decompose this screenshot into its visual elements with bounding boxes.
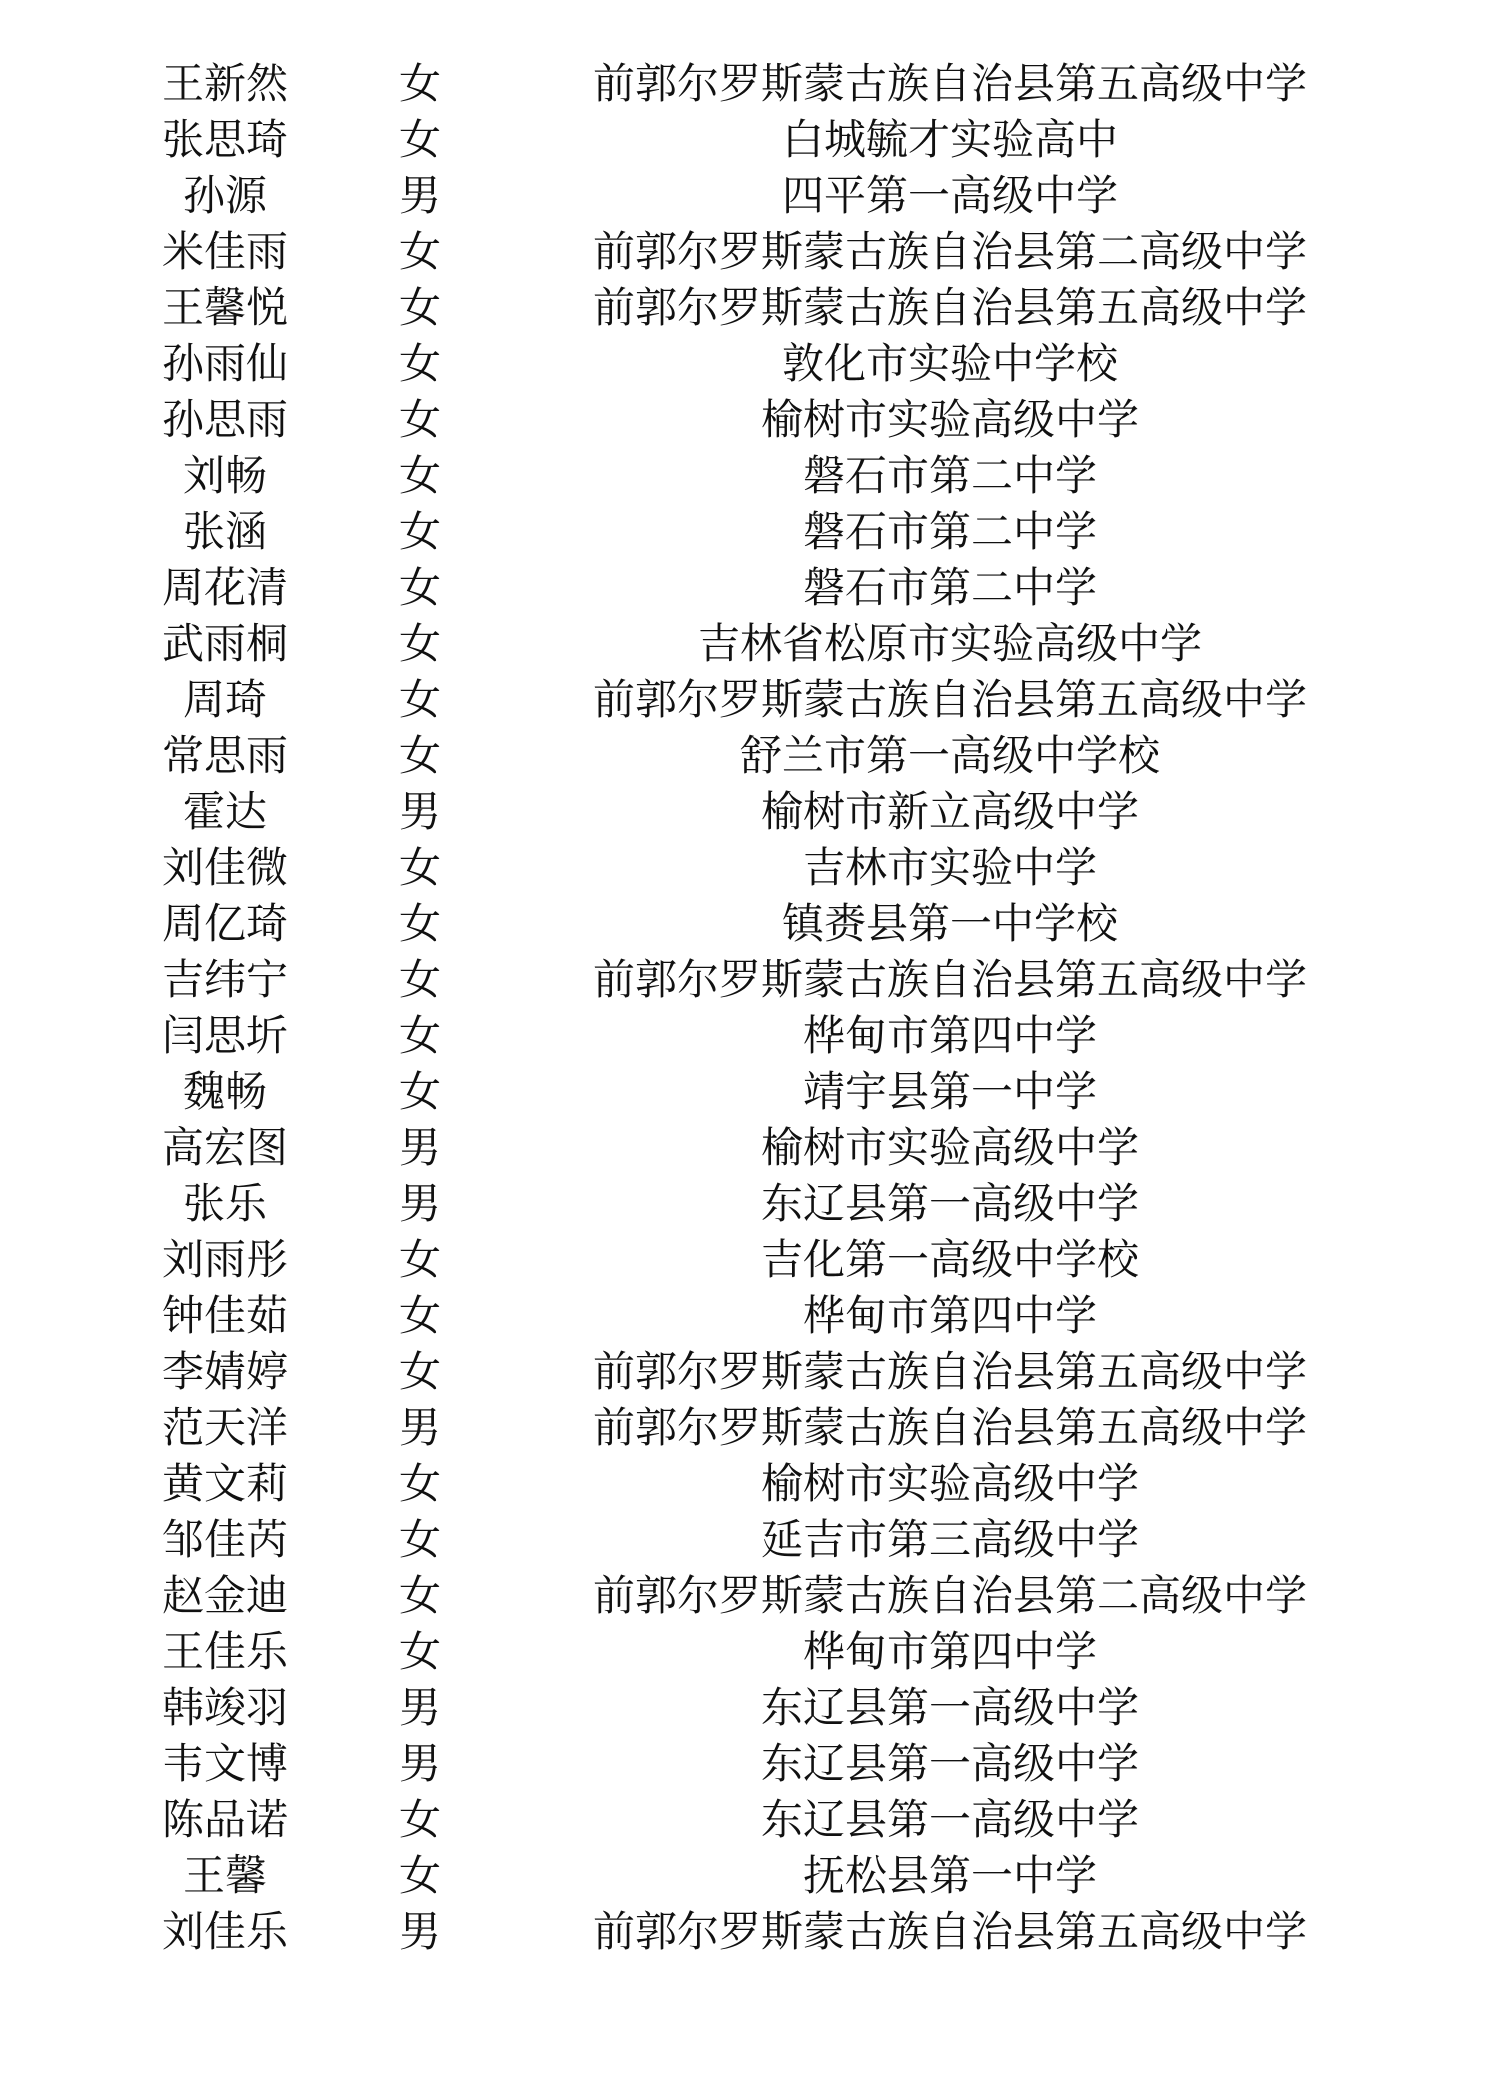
student-gender: 女 <box>398 1291 441 1340</box>
school-name: 前郭尔罗斯蒙古族自治县第五高级中学 <box>592 283 1307 332</box>
table-row <box>0 112 1496 168</box>
student-name: 韩竣羽 <box>161 1683 288 1732</box>
table-row <box>0 280 1496 336</box>
table-row <box>0 840 1496 896</box>
student-name: 刘佳乐 <box>161 1907 288 1956</box>
student-name: 韦文博 <box>161 1739 288 1788</box>
school-name: 磐石市第二中学 <box>802 563 1097 612</box>
school-name: 吉林市实验中学 <box>802 843 1097 892</box>
student-gender: 女 <box>398 731 441 780</box>
student-gender: 女 <box>398 843 441 892</box>
table-row <box>0 224 1496 280</box>
student-name: 张乐 <box>182 1179 267 1228</box>
student-name: 孙雨仙 <box>161 339 288 388</box>
student-name: 魏畅 <box>182 1067 267 1116</box>
student-name: 高宏图 <box>161 1123 288 1172</box>
table-row <box>0 616 1496 672</box>
student-gender: 女 <box>398 1235 441 1284</box>
student-gender: 男 <box>398 171 441 220</box>
table-row <box>0 56 1496 112</box>
student-name: 赵金迪 <box>161 1571 288 1620</box>
student-gender: 女 <box>398 675 441 724</box>
student-gender: 女 <box>398 1627 441 1676</box>
student-gender: 女 <box>398 115 441 164</box>
school-name: 舒兰市第一高级中学校 <box>739 731 1160 780</box>
student-gender: 女 <box>398 395 441 444</box>
table-row <box>0 1792 1496 1848</box>
school-name: 东辽县第一高级中学 <box>760 1683 1139 1732</box>
student-name: 孙思雨 <box>161 395 288 444</box>
table-row <box>0 672 1496 728</box>
school-name: 前郭尔罗斯蒙古族自治县第五高级中学 <box>592 59 1307 108</box>
student-name: 刘雨彤 <box>161 1235 288 1284</box>
student-gender: 女 <box>398 1459 441 1508</box>
student-gender: 女 <box>398 955 441 1004</box>
student-gender: 女 <box>398 1795 441 1844</box>
student-gender: 女 <box>398 1515 441 1564</box>
school-name: 前郭尔罗斯蒙古族自治县第二高级中学 <box>592 1571 1307 1620</box>
school-name: 桦甸市第四中学 <box>802 1011 1097 1060</box>
student-gender: 男 <box>398 1179 441 1228</box>
student-name: 周琦 <box>182 675 267 724</box>
school-name: 东辽县第一高级中学 <box>760 1795 1139 1844</box>
student-name: 王佳乐 <box>161 1627 288 1676</box>
student-gender: 男 <box>398 1123 441 1172</box>
student-name: 陈品诺 <box>161 1795 288 1844</box>
school-name: 榆树市实验高级中学 <box>760 395 1139 444</box>
school-name: 前郭尔罗斯蒙古族自治县第五高级中学 <box>592 1403 1307 1452</box>
school-name: 榆树市实验高级中学 <box>760 1123 1139 1172</box>
table-row <box>0 1624 1496 1680</box>
student-name: 刘畅 <box>182 451 267 500</box>
student-gender: 女 <box>398 59 441 108</box>
school-name: 镇赉县第一中学校 <box>781 899 1118 948</box>
student-name: 霍达 <box>182 787 267 836</box>
student-name: 武雨桐 <box>161 619 288 668</box>
student-name: 周花清 <box>161 563 288 612</box>
student-gender: 女 <box>398 507 441 556</box>
student-gender: 女 <box>398 619 441 668</box>
table-row <box>0 728 1496 784</box>
student-gender: 女 <box>398 899 441 948</box>
table-row <box>0 1736 1496 1792</box>
student-name: 李婧婷 <box>161 1347 288 1396</box>
table-row <box>0 1456 1496 1512</box>
student-gender: 男 <box>398 1683 441 1732</box>
table-row <box>0 336 1496 392</box>
table-row <box>0 504 1496 560</box>
student-gender: 女 <box>398 1851 441 1900</box>
school-name: 东辽县第一高级中学 <box>760 1739 1139 1788</box>
student-gender: 女 <box>398 1011 441 1060</box>
student-name: 王新然 <box>161 59 288 108</box>
table-row <box>0 896 1496 952</box>
school-name: 榆树市新立高级中学 <box>760 787 1139 836</box>
table-row <box>0 1288 1496 1344</box>
school-name: 磐石市第二中学 <box>802 507 1097 556</box>
table-row <box>0 560 1496 616</box>
student-name: 闫思圻 <box>161 1011 288 1060</box>
table-row <box>0 392 1496 448</box>
student-name: 孙源 <box>182 171 267 220</box>
student-gender: 男 <box>398 1739 441 1788</box>
student-gender: 男 <box>398 787 441 836</box>
student-name: 张涵 <box>182 507 267 556</box>
table-row <box>0 1120 1496 1176</box>
school-name: 东辽县第一高级中学 <box>760 1179 1139 1228</box>
student-name: 张思琦 <box>161 115 288 164</box>
student-gender: 女 <box>398 227 441 276</box>
student-name: 王馨悦 <box>161 283 288 332</box>
school-name: 磐石市第二中学 <box>802 451 1097 500</box>
table-row <box>0 168 1496 224</box>
student-gender: 女 <box>398 1067 441 1116</box>
student-name: 常思雨 <box>161 731 288 780</box>
school-name: 榆树市实验高级中学 <box>760 1459 1139 1508</box>
school-name: 四平第一高级中学 <box>781 171 1118 220</box>
table-row <box>0 1680 1496 1736</box>
school-name: 前郭尔罗斯蒙古族自治县第二高级中学 <box>592 227 1307 276</box>
student-name: 周亿琦 <box>161 899 288 948</box>
student-gender: 男 <box>398 1403 441 1452</box>
student-name: 钟佳茹 <box>161 1291 288 1340</box>
student-gender: 男 <box>398 1907 441 1956</box>
student-gender: 女 <box>398 1571 441 1620</box>
school-name: 白城毓才实验高中 <box>781 115 1118 164</box>
table-row <box>0 784 1496 840</box>
student-name: 米佳雨 <box>161 227 288 276</box>
table-row <box>0 1344 1496 1400</box>
student-list <box>0 56 1496 1960</box>
school-name: 抚松县第一中学 <box>802 1851 1097 1900</box>
table-row <box>0 1176 1496 1232</box>
school-name: 桦甸市第四中学 <box>802 1291 1097 1340</box>
table-row <box>0 1512 1496 1568</box>
table-row <box>0 448 1496 504</box>
school-name: 前郭尔罗斯蒙古族自治县第五高级中学 <box>592 1907 1307 1956</box>
student-gender: 女 <box>398 339 441 388</box>
table-row <box>0 1064 1496 1120</box>
table-row <box>0 1848 1496 1904</box>
student-gender: 女 <box>398 451 441 500</box>
student-name: 吉纬宁 <box>161 955 288 1004</box>
student-gender: 女 <box>398 563 441 612</box>
student-name: 王馨 <box>182 1851 267 1900</box>
student-name: 邹佳芮 <box>161 1515 288 1564</box>
student-gender: 女 <box>398 1347 441 1396</box>
school-name: 靖宇县第一中学 <box>802 1067 1097 1116</box>
table-row <box>0 1008 1496 1064</box>
school-name: 前郭尔罗斯蒙古族自治县第五高级中学 <box>592 675 1307 724</box>
table-row <box>0 1400 1496 1456</box>
table-row <box>0 952 1496 1008</box>
table-row <box>0 1232 1496 1288</box>
school-name: 延吉市第三高级中学 <box>760 1515 1139 1564</box>
school-name: 吉林省松原市实验高级中学 <box>697 619 1202 668</box>
school-name: 敦化市实验中学校 <box>781 339 1118 388</box>
school-name: 前郭尔罗斯蒙古族自治县第五高级中学 <box>592 1347 1307 1396</box>
student-gender: 女 <box>398 283 441 332</box>
school-name: 前郭尔罗斯蒙古族自治县第五高级中学 <box>592 955 1307 1004</box>
student-name: 黄文莉 <box>161 1459 288 1508</box>
school-name: 桦甸市第四中学 <box>802 1627 1097 1676</box>
school-name: 吉化第一高级中学校 <box>760 1235 1139 1284</box>
table-row <box>0 1568 1496 1624</box>
student-name: 范天洋 <box>161 1403 288 1452</box>
table-row <box>0 1904 1496 1960</box>
student-name: 刘佳微 <box>161 843 288 892</box>
